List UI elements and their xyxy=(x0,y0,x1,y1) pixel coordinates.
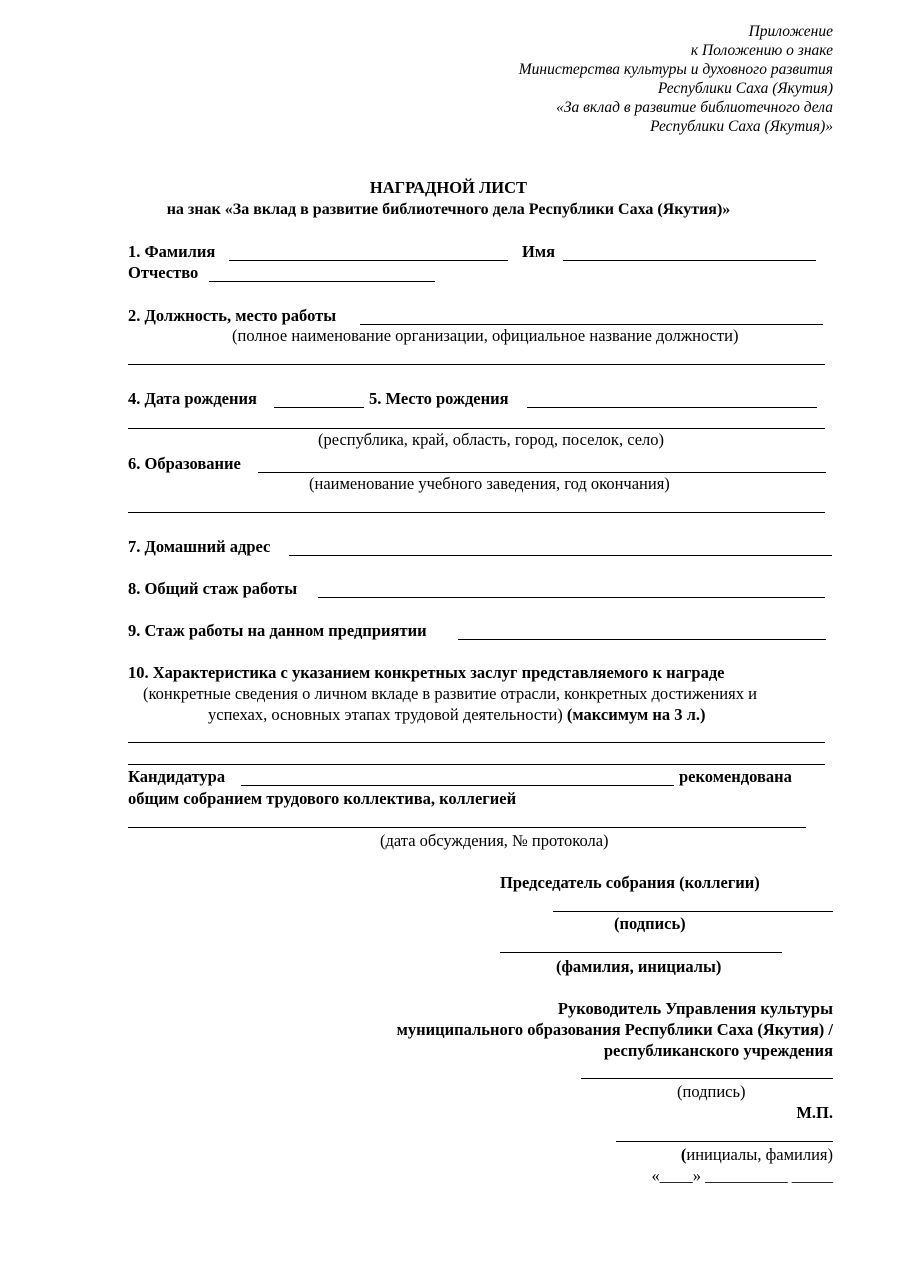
birth-date-field[interactable] xyxy=(274,407,364,408)
discussion-date-field[interactable] xyxy=(128,827,806,828)
home-address-label: 7. Домашний адрес xyxy=(128,537,271,556)
position-label: 2. Должность, место работы xyxy=(128,306,337,325)
stamp-label: М.П. xyxy=(796,1103,833,1122)
birth-place-field[interactable] xyxy=(527,407,817,408)
education-hint: (наименование учебного заведения, год окончания) xyxy=(309,474,670,493)
birth-place-field-line-2[interactable] xyxy=(128,428,825,429)
birth-place-label: 5. Место рождения xyxy=(369,389,509,408)
total-experience-label: 8. Общий стаж работы xyxy=(128,579,298,598)
head-signature-hint: (подпись) xyxy=(677,1082,746,1101)
characteristic-hint-2: успехах, основных этапах трудовой деятельности) (максимум на 3 л.) xyxy=(208,705,706,724)
education-field[interactable] xyxy=(258,472,826,473)
education-field-line-2[interactable] xyxy=(128,512,825,513)
birth-place-hint: (республика, край, область, город, поселок, село) xyxy=(318,430,665,449)
chair-signature-hint: (подпись) xyxy=(614,914,686,933)
head-title-line-3: республиканского учреждения xyxy=(603,1041,833,1060)
position-field[interactable] xyxy=(360,324,823,325)
position-hint: (полное наименование организации, официальное название должности) xyxy=(232,326,739,345)
date-field[interactable]: «____» __________ _____ xyxy=(651,1166,833,1185)
characteristic-hint-1: (конкретные сведения о личном вкладе в развитие отрасли, конкретных достижениях и xyxy=(143,684,757,703)
surname-field[interactable] xyxy=(229,260,508,261)
appendix-line-5: «За вклад в развитие библиотечного дела xyxy=(556,99,833,116)
characteristic-label: 10. Характеристика с указанием конкретных заслуг представляемого к награде xyxy=(128,663,725,682)
surname-label: 1. Фамилия xyxy=(128,242,216,261)
head-title-line-1: Руководитель Управления культуры xyxy=(557,999,833,1018)
chair-signature-field[interactable] xyxy=(553,911,833,912)
company-experience-label: 9. Стаж работы на данном предприятии xyxy=(128,621,427,640)
characteristic-max: (максимум на 3 л.) xyxy=(566,705,706,724)
chair-name-hint: (фамилия, инициалы) xyxy=(556,957,722,976)
candidacy-recommended: рекомендована xyxy=(679,767,792,786)
appendix-line-2: к Положению о знаке xyxy=(690,42,833,59)
position-field-line-2[interactable] xyxy=(128,364,825,365)
home-address-field[interactable] xyxy=(289,555,832,556)
document-subtitle: на знак «За вклад в развитие библиотечного дела Республики Саха (Якутия)» xyxy=(166,201,731,218)
chair-name-field[interactable] xyxy=(500,952,782,953)
characteristic-field-line-2[interactable] xyxy=(128,764,825,765)
birth-date-label: 4. Дата рождения xyxy=(128,389,257,408)
appendix-line-4: Республики Саха (Якутия) xyxy=(657,80,833,97)
characteristic-field-line-1[interactable] xyxy=(128,742,825,743)
head-title-line-2: муниципального образования Республики Саха (Якутия) / xyxy=(396,1020,833,1039)
total-experience-field[interactable] xyxy=(318,597,825,598)
head-name-field[interactable] xyxy=(616,1141,833,1142)
name-label: Имя xyxy=(522,242,555,261)
candidacy-field[interactable] xyxy=(241,785,674,786)
head-name-hint: (инициалы, фамилия) xyxy=(680,1145,833,1164)
candidacy-label: Кандидатура xyxy=(128,767,226,786)
patronymic-label: Отчество xyxy=(128,263,199,282)
appendix-line-3: Министерства культуры и духовного развития xyxy=(518,61,833,78)
discussion-date-hint: (дата обсуждения, № протокола) xyxy=(380,831,609,850)
head-signature-field[interactable] xyxy=(581,1078,833,1079)
name-field[interactable] xyxy=(563,260,816,261)
company-experience-field[interactable] xyxy=(458,639,826,640)
appendix-line-1: Приложение xyxy=(748,23,833,40)
education-label: 6. Образование xyxy=(128,454,241,473)
document-title: НАГРАДНОЙ ЛИСТ xyxy=(369,178,528,197)
chair-title: Председатель собрания (коллегии) xyxy=(500,873,760,892)
patronymic-field[interactable] xyxy=(209,281,435,282)
appendix-line-6: Республики Саха (Якутия)» xyxy=(650,118,833,135)
candidacy-by: общим собранием трудового коллектива, коллегией xyxy=(128,789,517,808)
